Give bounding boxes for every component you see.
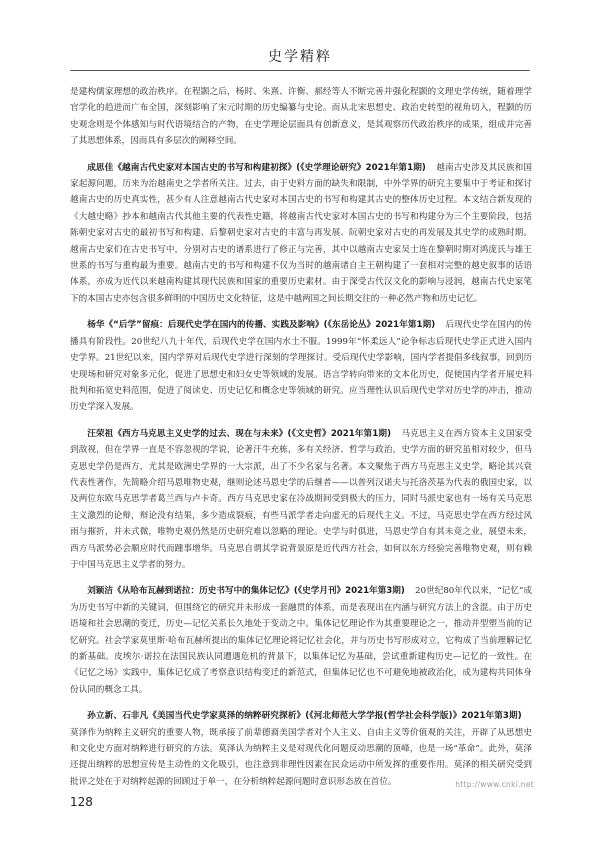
page-header-title: 史学精粹 bbox=[268, 49, 332, 65]
entry-paragraph bbox=[70, 160, 532, 308]
abstract-entry bbox=[70, 317, 532, 415]
entry-paragraph bbox=[70, 583, 532, 698]
abstract-entry bbox=[70, 426, 532, 574]
page-number: 128 bbox=[70, 795, 93, 809]
entry-abstract: 后现代史学在国内的传播具有阶段性。20世纪八九十年代，后现代史学在国内水土不服。1999年“怀柔远人”论争标志后现代史学正式进入国内史学界。21世纪以来，国内学界对后现代史学进行深刻的学理探讨。受后现代史学影响，国内学者提倡多线叙事，回到历史现场和研究对象多元化，促进了思想史和妇女史等领域的发展。语言学转向带来的文本化历史，促使国内学者开展史料批判和拓宽史料范围，促进了阅读史、历史记忆和概念史等领域的研究。应当理性认识后现代史学对历史学的冲击，推动历史学深入发展。 bbox=[70, 320, 532, 413]
article-body bbox=[70, 84, 532, 790]
entry-citation: 成思佳《越南古代史家对本国古史的书写和构建初探》(《史学理论研究》2021年第1期) bbox=[87, 162, 426, 173]
entry-paragraph bbox=[70, 317, 532, 415]
intro-paragraph: 是建构儒家理想的政治秩序。在程颢之后，杨时、朱熹、许衡、郝经等人不断完善并强化程颢的文理史学传统，随着理学官学化的趋进而广布全国，深刻影响了宋元时期的历史编纂与史论。而从北宋思想史、政治史转型的视角切入，程颢的历史观念则是个体感知与时代语境结合的产物，在史学理论层面具有创新意义，是其观察历代政治秩序的成果，组成并完善了其思想体系，因而具有多层次的阐释空间。 bbox=[70, 87, 532, 147]
abstract-entry bbox=[70, 708, 532, 790]
abstract-entry bbox=[70, 160, 532, 308]
entry-citation: 汪荣祖《西方马克思主义史学的过去、现在与未来》(《文史哲》2021年第1期) bbox=[87, 428, 392, 439]
entry-paragraph bbox=[70, 708, 532, 790]
entry-citation: 杨华《“后学”留痕：后现代史学在国内的传播、实践及影响》(《东岳论丛》2021年第1期) bbox=[87, 320, 436, 331]
entry-abstract: 20世纪80年代以来，“记忆”成为历史书写中新的关键词，但围绕它的研究并未形成一套融贯的体系，而是表现出在内涵与研究方法上的含混。由于历史语境和社会思潮的变迁，历史—记忆关系长久地处于变动之中。集体记忆理论作为其重要理论之一，推动并型塑当前的记忆研究。社会学家莫里斯·哈布瓦赫所提出的集体记忆理论将记忆社会化，并与历史书写形成对立，它构成了当前理解记忆的新基础。皮埃尔·诺拉在法国民族认同遭遇危机的背景下，以集体记忆为基础，尝试重新建构历史—记忆的一致性。在《记忆之场》实践中，集体记忆成了考察意识结构变迁的新范式，但集体记忆也不可避免地被政治化，成为建构共同体身份认同的概念工具。 bbox=[70, 586, 532, 695]
cnki-watermark: http://www.cnki.net bbox=[455, 780, 534, 789]
entry-citation: 孙立新、石非凡《美国当代史学家莫泽的纳粹研究探析》(《河北师范大学学报(哲学社会科学版)》2021年第3期) bbox=[87, 711, 522, 722]
entry-abstract: 莫泽作为纳粹主义研究的重要人物，既承接了前辈德裔美国学者对个人主义、自由主义等价值观的关注，开辟了从思想史和文化史方面对纳粹进行研究的方法。莫泽认为纳粹主义是对现代化问题反动思潮的顶峰，也是一场“革命”。此外，莫泽还提出纳粹的思想宣传是主动性的文化吸引，也注意到非理性因素在民众运动中所发挥的重要作用。莫泽的相关研究受到批评之处在于对纳粹起源的回顾过于单一，在分析纳粹起源问题时意识形态放在首位。 bbox=[70, 727, 532, 787]
abstract-entry bbox=[70, 583, 532, 698]
entry-citation: 刘颖洁《从哈布瓦赫到诺拉：历史书写中的集体记忆》(《史学月刊》2021年第3期) bbox=[87, 586, 405, 597]
entry-abstract: 越南古史涉及其民族和国家起源问题，历来为治越南史之学者所关注。过去，由于史料方面的缺失和限制，中外学界的研究主要集中于考证和探讨越南古史的历史真实性，甚少有人注意越南古代史家对本国古史的书写和构建其古史的整体历史过程。本文结合新发现的《大越史略》抄本和越南古代其他主要的代表性史籍，将越南古代史家对本国古史的书写和构建分为三个主要阶段，包括陈朝史家对古史的最初书写和构建、后黎朝史家对古史的丰富与再发展、阮朝史家对古史的再发展及其史学的成熟时期。越南古史家们在古史书写中，分别对古史的谱系进行了修正与完善，其中以越南古史家吴士连在黎朝时期对鸿庞氏与雄王世系的书写与重构最为重要。越南古史的书写和构建不仅为当时的越南诸自主王朝构建了一套相对完整的越史叙事的话语体系，亦成为近代以来越南构建其现代民族和国家的重要历史素材。由于深受古代汉文化的影响与浸润，越南古代史家笔下的本国古史亦包含很多鲜明的中国历史文化特征，这是中越两国之间长期交往的一种必然产物和历史记忆。 bbox=[70, 162, 532, 304]
entry-abstract: 马克思主义在西方资本主义国家受到敌视，但在学界一直是不容忽视的学说，论著汗牛充栋，多有关经济、哲学与政治，史学方面的研究虽相对较少，但马克思史学仍是西方，尤其是欧洲史学界的一大宗派，出了不少名家与名著。本文聚焦于西方马克思主义史学，略论其兴衰代表性著作，先简略介绍马恩唯物史观，继则论述马恩史学的后继者——以普列汉诺夫与托洛茨基为代表的俄国史家，以及两位东欧马克思学者葛兰西与卢卡奇。西方马克思史家在冷战期间受到极大的压力，同时马派史家也有一场有关马克思主义激烈的论辩，辩论没有结果，多少造成裂痕，有些马派学者走向虚无的后现代主义。不过，马克思史学在西方经过风雨与摧折，并未式微，唯物史观仍然是历史研究难以忽略的理论。史学与时俱进，马恩史学自有其未竟之业，展望未来，西方马派势必会顺应时代而踵事增华。马克思自谓其学说背景原是近代西方社会，如何以东方经验完善唯物史观，则有赖于中国马克思主义学者的努力。 bbox=[70, 428, 532, 570]
entry-paragraph bbox=[70, 426, 532, 574]
header-rule bbox=[70, 70, 530, 71]
